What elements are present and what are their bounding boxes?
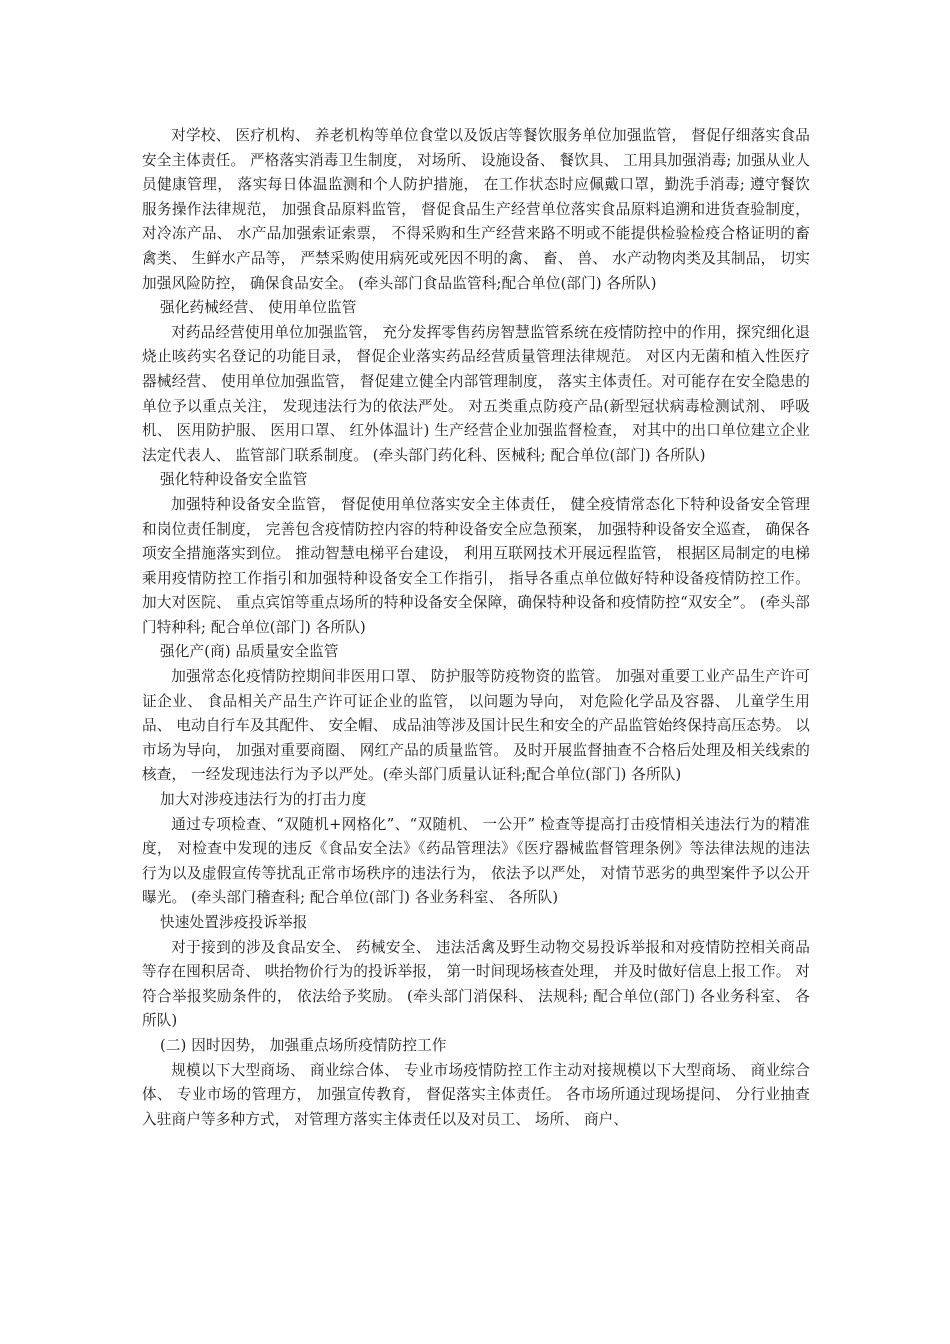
- section-heading-enforcement: 加大对涉疫违法行为的打击力度: [160, 791, 367, 809]
- paragraph-complaints: 对于接到的涉及食品安全、 药械安全、 违法活禽及野生动物交易投诉举报和对疫情防控相关商品等存在囤积居奇、 哄抬物价行为的投诉举报， 第一时间现场核查处理， 并及时做好信息上报工作。 对符合举报奖励条件的， 依法给予奖励。 (牵头部门消保科、 法规科; 配合单位(部门) 各业务科室、 各所队): [142, 938, 810, 1030]
- section-heading-drug-device: 强化药械经营、 使用单位监管: [160, 299, 357, 317]
- paragraph-key-venues: 规模以下大型商场、 商业综合体、 专业市场疫情防控工作主动对接规模以下大型商场、 商业综合体、 专业市场的管理方， 加强宣传教育， 督促落实主体责任。 各市场所通过现场提问、 分行业抽查入驻商户等多种方式， 对管理方落实主体责任以及对员工、 场所、 商户、: [142, 1061, 810, 1128]
- paragraph-drug-device: 对药品经营使用单位加强监管， 充分发挥零售药房智慧监管系统在疫情防控中的作用，探究细化退烧止咳药实名登记的功能目录， 督促企业落实药品经营质量管理法律规范。 对区内无菌和植入性医疗器械经营、 使用单位加强监管， 督促建立健全内部管理制度， 落实主体责任。对可能存在安全隐患的单位予以重点关注， 发现违法行为的依法严处。 对五类重点防疫产品(新型冠状病毒检测试剂、 呼吸机、 医用防护服、 医用口罩、 红外体温计) 生产经营企业加强监督检查， 对其中的出口单位建立企业法定代表人、 监管部门联系制度。 (牵头部门药化科、医械科; 配合单位(部门) 各所队): [142, 323, 810, 464]
- section-heading-key-venues: (二) 因时因势， 加强重点场所疫情防控工作: [160, 1036, 447, 1054]
- paragraph-special-equipment: 加强特种设备安全监管， 督促使用单位落实安全主体责任， 健全疫情常态化下特种设备安全管理和岗位责任制度， 完善包含疫情防控内容的特种设备安全应急预案， 加强特种设备安全巡查， 确保各项安全措施落实到位。 推动智慧电梯平台建设， 利用互联网技术开展远程监管， 根据区局制定的电梯乘用疫情防控工作指引和加强特种设备安全工作指引， 指导各重点单位做好特种设备疫情防控工作。 加大对医院、 重点宾馆等重点场所的特种设备安全保障，确保特种设备和疫情防控“双安全”。 (牵头部门特种科; 配合单位(部门) 各所队): [142, 495, 810, 636]
- section-heading-complaints: 快速处置涉疫投诉举报: [160, 914, 308, 931]
- section-heading-product-quality: 强化产(商) 品质量安全监管: [160, 643, 339, 661]
- section-heading-special-equipment: 强化特种设备安全监管: [160, 471, 308, 489]
- document-body: [142, 124, 810, 1132]
- paragraph-enforcement: 通过专项检查、“双随机+网格化”、“双随机、 一公开” 检查等提高打击疫情相关违法行为的精准度， 对检查中发现的违反《食品安全法》《药品管理法》《医疗器械监督管理条例》等法律法规的违法行为以及虚假宣传等扰乱正常市场秩序的违法行为， 依法予以严处， 对情节恶劣的典型案件予以公开曝光。 (牵头部门稽查科; 配合单位(部门) 各业务科室、 各所队): [142, 815, 810, 907]
- paragraph-product-quality: 加强常态化疫情防控期间非医用口罩、 防护服等防疫物资的监管。 加强对重要工业产品生产许可证企业、 食品相关产品生产许可证企业的监管， 以问题为导向， 对危险化学品及容器、 儿童学生用品、 电动自行车及其配件、 安全帽、 成品油等涉及国计民生和安全的产品监管始终保持高压态势。 以市场为导向， 加强对重要商圈、 网红产品的质量监管。 及时开展监督抽查不合格后处理及相关线索的核查， 一经发现违法行为予以严处。(牵头部门质量认证科;配合单位(部门) 各所队): [142, 668, 810, 784]
- paragraph-canteen-supervision: 对学校、 医疗机构、 养老机构等单位食堂以及饭店等餐饮服务单位加强监管， 督促仔细落实食品安全主体责任。 严格落实消毒卫生制度， 对场所、 设施设备、 餐饮具、 工用具加强消毒; 加强从业人员健康管理， 落实每日体温监测和个人防护措施， 在工作状态时应佩戴口罩，勤洗手消毒; 遵守餐饮服务操作法律规范， 加强食品原料监管， 督促食品生产经营单位落实食品原料追溯和进货查验制度， 对冷冻产品、 水产品加强索证索票， 不得采购和生产经营来路不明或不能提供检验检疫合格证明的畜禽类、 生鲜水产品等， 严禁采购使用病死或死因不明的禽、 畜、 兽、 水产动物肉类及其制品， 切实加强风险防控， 确保食品安全。 (牵头部门食品监管科;配合单位(部门) 各所队): [142, 127, 810, 292]
